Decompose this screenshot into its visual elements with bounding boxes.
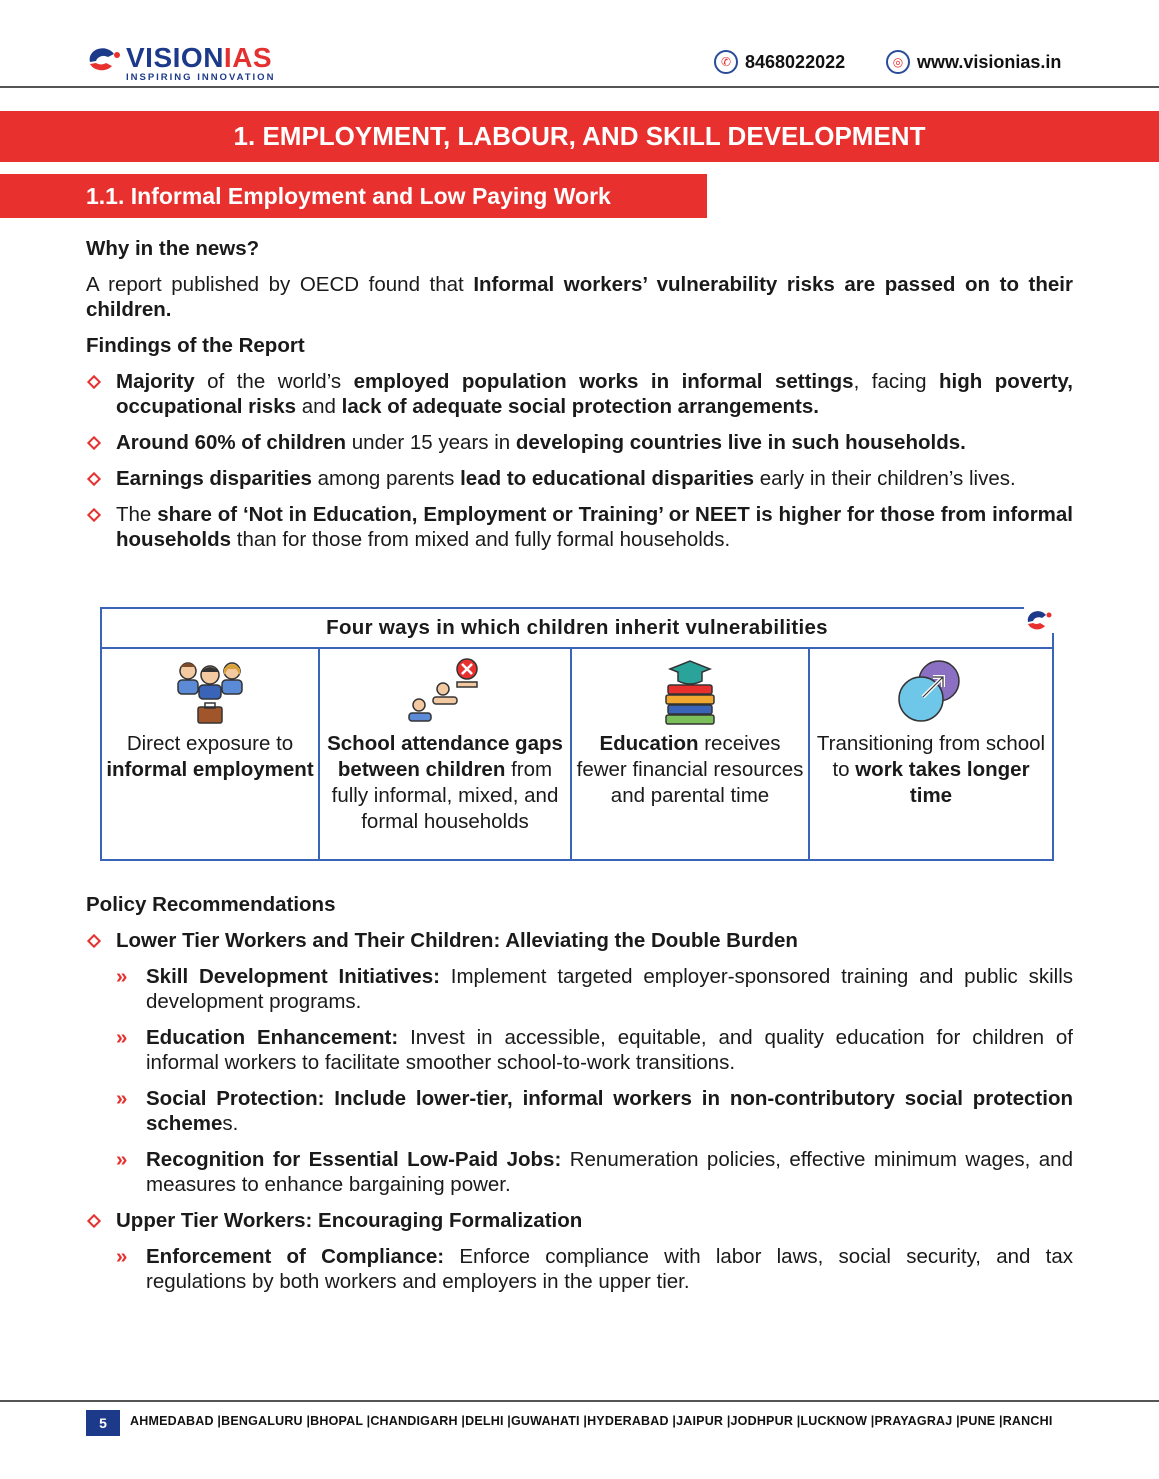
col-text: Transitioning from school to work takes longer time (816, 732, 1046, 807)
page-header (0, 0, 1159, 88)
website-url: www.visionias.in (917, 51, 1062, 72)
vulnerabilities-box (100, 607, 1054, 861)
col-text: School attendance gaps between children from fully informal, mixed, and formal households (327, 732, 563, 833)
brand-accent: IAS (223, 42, 273, 73)
diamond-bullet-icon (87, 934, 101, 948)
finding-item: Around 60% of children under 15 years in developing countries live in such households. (86, 430, 1073, 455)
main-content (86, 236, 1073, 563)
policy-group-heading: Upper Tier Workers: Encouraging Formalization (86, 1208, 1073, 1233)
policy-item: » Recognition for Essential Low-Paid Jobs: Renumeration policies, effective minimum wages, and measures to enhance bargaining power. (116, 1148, 1073, 1196)
phone-contact[interactable] (714, 50, 845, 74)
vulnerability-col (810, 649, 1052, 859)
website-contact[interactable] (886, 50, 1061, 74)
vulnerability-col (572, 649, 810, 859)
policy-content (86, 892, 1073, 1305)
footer-cities: AHMEDABAD |BENGALURU |BHOPAL |CHANDIGARH |DELHI |GUWAHATI |HYDERABAD |JAIPUR |JODHPUR |LUCKNOW |PRAYAGRAJ |PUNE |RANCHI (130, 1414, 1053, 1428)
diamond-bullet-icon (87, 472, 101, 486)
page-number: 5 (86, 1410, 120, 1436)
intro-paragraph: A report published by OECD found that Informal workers’ vulnerability risks are passed on to their children. (86, 273, 1073, 321)
school-gap-icon (320, 655, 570, 727)
transition-icon (810, 655, 1052, 727)
phone-number: 8468022022 (745, 51, 846, 72)
why-heading: Why in the news? (86, 237, 260, 260)
policy-item: » Skill Development Initiatives: Implement targeted employer-sponsored training and public skills development programs. (116, 965, 1073, 1013)
chapter-title: 1. EMPLOYMENT, LABOUR, AND SKILL DEVELOPMENT (0, 111, 1159, 162)
diamond-bullet-icon (87, 436, 101, 450)
policy-item: » Social Protection: Include lower-tier, informal workers in non-contributory social protection schemes. (116, 1087, 1073, 1135)
footer-divider (0, 1400, 1159, 1402)
policy-heading: Policy Recommendations (86, 893, 336, 916)
policy-item: » Enforcement of Compliance: Enforce compliance with labor laws, social security, and tax regulations by both workers and employers in the upper tier. (116, 1245, 1073, 1293)
col-text: Direct exposure to informal employment (106, 732, 314, 781)
logo-mark-icon (86, 44, 122, 74)
finding-item: Earnings disparities among parents lead to educational disparities early in their children’s lives. (86, 466, 1073, 491)
box-logo-icon (1024, 607, 1054, 633)
books-icon (572, 655, 808, 727)
finding-item: The share of ‘Not in Education, Employment or Training’ or NEET is higher for those from informal households than for those from mixed and fully formal households. (86, 502, 1073, 552)
globe-icon: ◎ (886, 50, 910, 74)
diamond-bullet-icon (87, 1214, 101, 1228)
policy-item: » Education Enhancement: Invest in accessible, equitable, and quality education for children of informal workers to facilitate smoother school-to-work transitions. (116, 1026, 1073, 1074)
findings-heading: Findings of the Report (86, 334, 305, 357)
chevron-bullet-icon: » (116, 1245, 128, 1268)
vulnerability-col (320, 649, 572, 859)
brand-main: VISION (126, 42, 224, 73)
chevron-bullet-icon: » (116, 1087, 128, 1110)
policy-group-heading: Lower Tier Workers and Their Children: Alleviating the Double Burden (86, 928, 1073, 953)
box-title: Four ways in which children inherit vulnerabilities (102, 609, 1052, 649)
diamond-bullet-icon (87, 508, 101, 522)
chevron-bullet-icon: » (116, 1148, 128, 1171)
phone-icon: ✆ (714, 50, 738, 74)
vulnerability-col (102, 649, 320, 859)
brand-tagline: INSPIRING INNOVATION (126, 72, 276, 83)
chevron-bullet-icon: » (116, 965, 128, 988)
finding-item: Majority of the world’s employed population works in informal settings, facing high poverty, occupational risks and lack of adequate social protection arrangements. (86, 369, 1073, 419)
chevron-bullet-icon: » (116, 1026, 128, 1049)
section-title: 1.1. Informal Employment and Low Paying Work (0, 174, 707, 218)
vision-ias-logo (86, 44, 275, 83)
workers-icon (102, 655, 318, 727)
col-text: Education receives fewer financial resources and parental time (576, 732, 804, 807)
diamond-bullet-icon (87, 375, 101, 389)
